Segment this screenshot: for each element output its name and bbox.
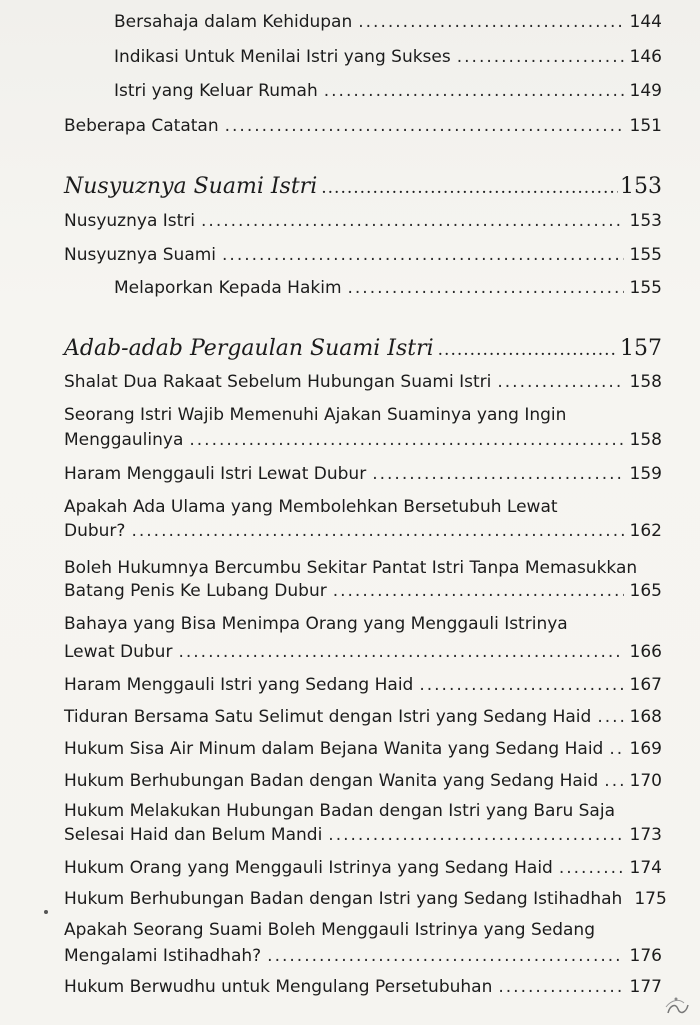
entry-page: 173	[629, 825, 662, 845]
toc-entry	[64, 428, 662, 452]
entry-page: 170	[629, 771, 662, 791]
entry-page: 177	[629, 977, 662, 997]
toc-entry	[64, 737, 662, 761]
toc-entry	[64, 370, 662, 394]
dot-leader	[328, 823, 623, 847]
toc-entry	[114, 79, 662, 103]
dot-leader	[604, 769, 623, 793]
entry-page: 149	[629, 81, 662, 101]
chapter-heading	[64, 172, 662, 202]
entry-title-line1: Apakah Seorang Suami Boleh Menggauli Istrinya yang Sedang	[64, 920, 596, 940]
dot-leader	[324, 79, 624, 103]
dot-leader	[457, 45, 624, 69]
dot-leader	[333, 579, 624, 603]
dot-leader	[609, 737, 623, 761]
entry-title-line1: Hukum Melakukan Hubungan Badan dengan Istri yang Baru Saja	[64, 801, 615, 821]
entry-title: Hukum Berhubungan Badan dengan Wanita yang Sedang Haid	[64, 771, 599, 791]
toc-entry	[64, 856, 662, 880]
entry-page: 158	[629, 430, 662, 450]
entry-page: 144	[629, 12, 662, 32]
entry-page: 155	[629, 245, 662, 265]
entry-title: Shalat Dua Rakaat Sebelum Hubungan Suami Istri	[64, 372, 492, 392]
entry-page: 166	[629, 642, 662, 662]
entry-title: Hukum Berwudhu untuk Mengulang Persetubuhan	[64, 977, 493, 997]
toc-entry	[64, 975, 662, 999]
entry-page: 153	[629, 211, 662, 231]
entry-title: Selesai Haid dan Belum Mandi	[64, 825, 323, 845]
entry-title: Haram Menggauli Istri Lewat Dubur	[64, 464, 367, 484]
entry-title: Istri yang Keluar Rumah	[114, 81, 318, 101]
toc-entry	[64, 823, 662, 847]
toc-entry	[64, 887, 667, 911]
toc-entry	[64, 579, 662, 603]
entry-page: 167	[629, 675, 662, 695]
dot-leader	[321, 173, 618, 203]
entry-title: Dubur?	[64, 521, 126, 541]
entry-page: 158	[629, 372, 662, 392]
toc-entry	[64, 769, 662, 793]
entry-page: 169	[629, 739, 662, 759]
entry-title: Batang Penis Ke Lubang Dubur	[64, 581, 327, 601]
margin-mark	[44, 910, 48, 914]
dot-leader	[419, 673, 623, 697]
dot-leader	[372, 462, 623, 486]
entry-title: Mengalami Istihadhah?	[64, 946, 262, 966]
entry-title: Hukum Orang yang Menggauli Istrinya yang Sedang Haid	[64, 858, 553, 878]
entry-title: Hukum Berhubungan Badan dengan Istri yang Sedang Istihadhah	[64, 889, 623, 909]
chapter-title: Nusyuznya Suami Istri	[64, 174, 318, 199]
toc-entry	[64, 944, 662, 968]
toc-entry	[64, 640, 662, 664]
dot-leader	[559, 856, 624, 880]
toc-entry	[114, 10, 662, 34]
toc-entry	[64, 114, 662, 138]
dot-leader	[497, 370, 623, 394]
entry-page: 174	[629, 858, 662, 878]
entry-title-line1: Bahaya yang Bisa Menimpa Orang yang Menggauli Istrinya	[64, 614, 568, 634]
entry-title: Haram Menggauli Istri yang Sedang Haid	[64, 675, 414, 695]
toc-entry	[64, 705, 662, 729]
entry-page: 151	[629, 116, 662, 136]
dot-leader	[189, 428, 623, 452]
toc-entry	[64, 243, 662, 267]
toc-entry	[114, 45, 662, 69]
dot-leader	[267, 944, 623, 968]
toc-entry	[64, 209, 662, 233]
entry-title: Menggaulinya	[64, 430, 184, 450]
entry-title: Tiduran Bersama Satu Selimut dengan Istri yang Sedang Haid	[64, 707, 592, 727]
ornament-icon	[662, 993, 692, 1019]
entry-page: 146	[629, 47, 662, 67]
dot-leader	[348, 276, 624, 300]
entry-title: Hukum Sisa Air Minum dalam Bejana Wanita yang Sedang Haid	[64, 739, 604, 759]
dot-leader	[222, 243, 624, 267]
dot-leader	[597, 705, 623, 729]
toc-entry	[64, 462, 662, 486]
entry-title: Bersahaja dalam Kehidupan	[114, 12, 353, 32]
entry-title-line1: Apakah Ada Ulama yang Membolehkan Bersetubuh Lewat	[64, 497, 558, 517]
entry-page: 159	[629, 464, 662, 484]
dot-leader	[225, 114, 624, 138]
entry-page: 155	[629, 278, 662, 298]
toc-entry	[114, 276, 662, 300]
entry-title: Melaporkan Kepada Hakim	[114, 278, 342, 298]
entry-title: Nusyuznya Suami	[64, 245, 217, 265]
dot-leader	[178, 640, 623, 664]
dot-leader	[358, 10, 623, 34]
dot-leader	[438, 335, 618, 365]
entry-title: Lewat Dubur	[64, 642, 173, 662]
entry-title-line1: Boleh Hukumnya Bercumbu Sekitar Pantat Istri Tanpa Memasukkan	[64, 558, 638, 578]
entry-page: 175	[634, 889, 667, 909]
entry-title-line1: Seorang Istri Wajib Memenuhi Ajakan Suaminya yang Ingin	[64, 405, 567, 425]
chapter-heading	[64, 334, 662, 364]
chapter-title: Adab-adab Pergaulan Suami Istri	[64, 336, 434, 361]
entry-title: Indikasi Untuk Menilai Istri yang Sukses	[114, 47, 451, 67]
toc-entry	[64, 673, 662, 697]
entry-title: Nusyuznya Istri	[64, 211, 196, 231]
chapter-page: 157	[620, 336, 662, 361]
dot-leader	[131, 519, 623, 543]
dot-leader	[498, 975, 623, 999]
chapter-page: 153	[620, 174, 662, 199]
toc-entry	[64, 519, 662, 543]
entry-title: Beberapa Catatan	[64, 116, 219, 136]
entry-page: 176	[629, 946, 662, 966]
dot-leader	[201, 209, 624, 233]
entry-page: 168	[629, 707, 662, 727]
entry-page: 165	[629, 581, 662, 601]
entry-page: 162	[629, 521, 662, 541]
